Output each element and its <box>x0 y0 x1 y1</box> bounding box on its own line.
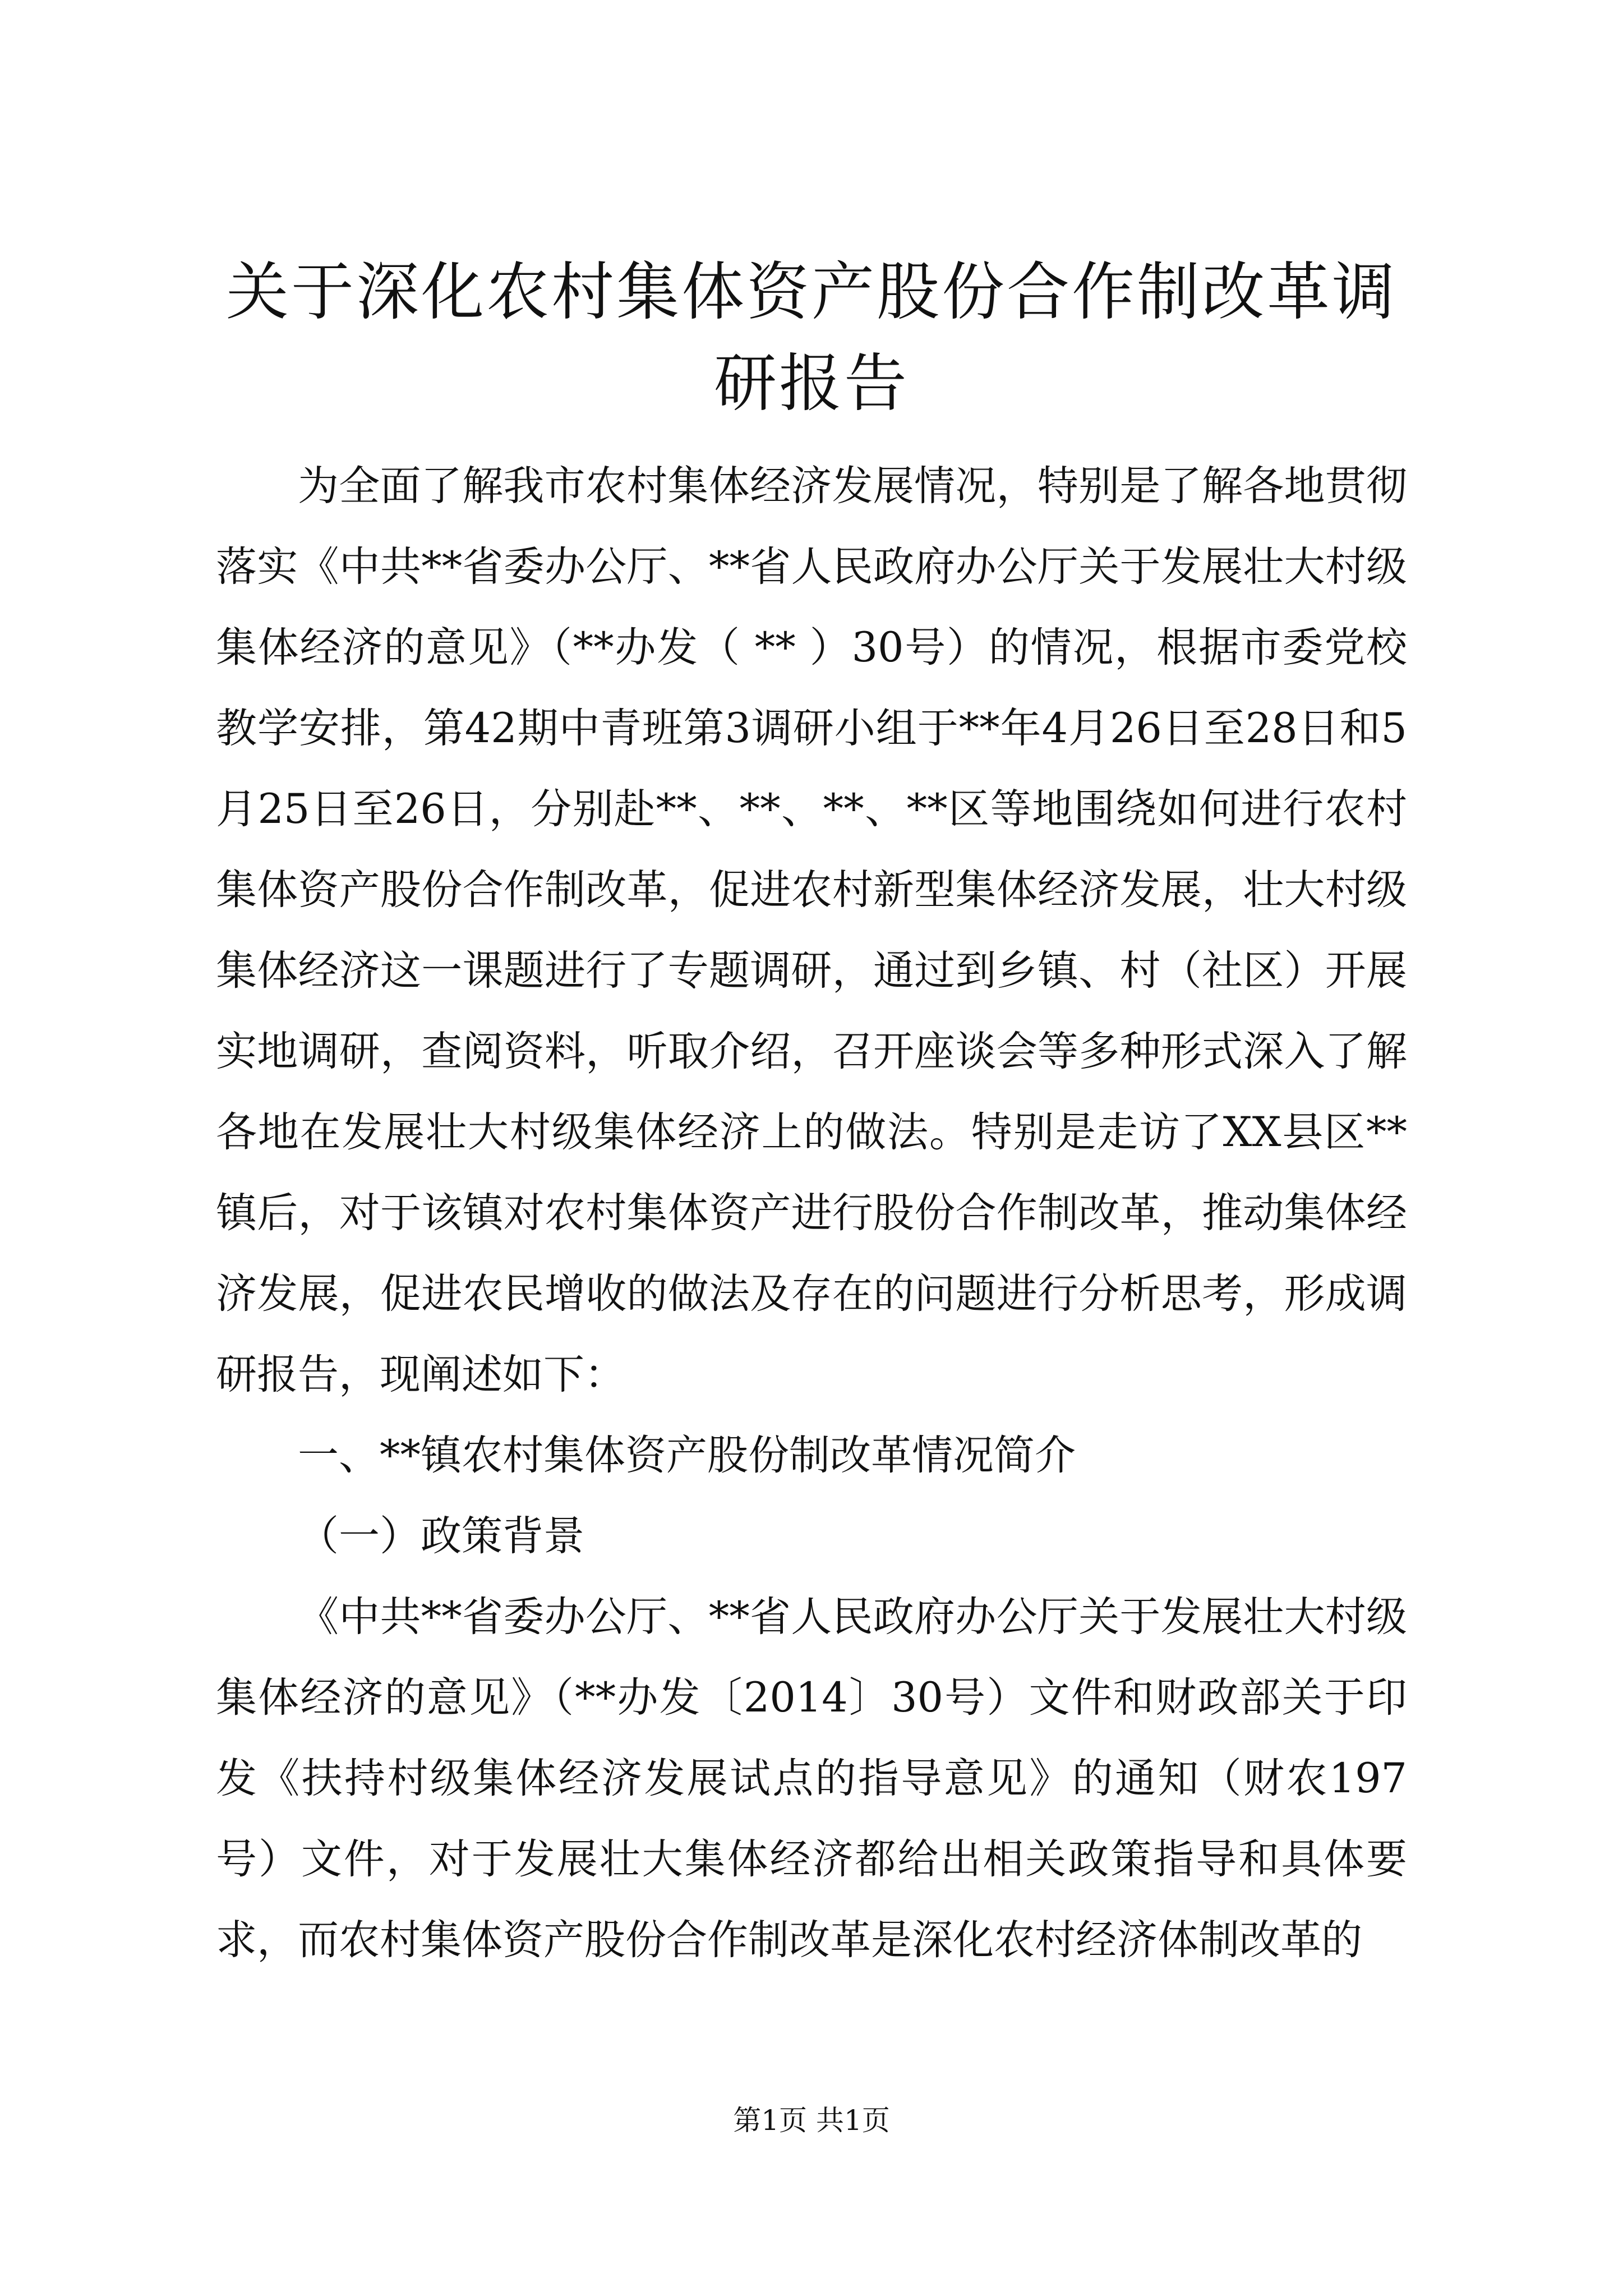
subsection-heading-1: （一）政策背景 <box>298 1512 584 1560</box>
document-body <box>216 446 1407 1981</box>
page-footer: 第1页 共1页 <box>733 2104 890 2137</box>
paragraph-intro: 为全面了解我市农村集体经济发展情况，特别是了解各地贯彻落实《中共**省委办公厅、**省人民政府办公厅关于发展壮大村级集体经济的意见》（**办发（ ** ）30号）的情况，根据市委党校教学安排，第42期中青班第3调研小组于**年4月26日至28日和5月25日至26日，分别赴**、**、**、**区等地围绕如何进行农村集体资产股份合作制改革，促进农村新型集体经济发展，壮大村级集体经济这一课题进行了专题调研，通过到乡镇、村（社区）开展实地调研，查阅资料，听取介绍，召开座谈会等多种形式深入了解各地在发展壮大村级集体经济上的做法。特别是走访了XX县区**镇后，对于该镇对农村集体资产进行股份合作制改革，推动集体经济发展，促进农民增收的做法及存在的问题进行分析思考，形成调研报告，现阐述如下： <box>216 462 1407 1398</box>
paragraph-policy-background: 《中共**省委办公厅、**省人民政府办公厅关于发展壮大村级集体经济的意见》（**办发〔2014〕30号）文件和财政部关于印发《扶持村级集体经济发展试点的指导意见》的通知（财农197号）文件，对于发展壮大集体经济都给出相关政策指导和具体要求，而农村集体资产股份合作制改革是深化农村经济体制改革的 <box>216 1593 1407 1964</box>
document-title: 关于深化农村集体资产股份合作制改革调研报告 <box>226 256 1397 420</box>
section-heading-1: 一、**镇农村集体资产股份制改革情况简介 <box>298 1432 1076 1479</box>
